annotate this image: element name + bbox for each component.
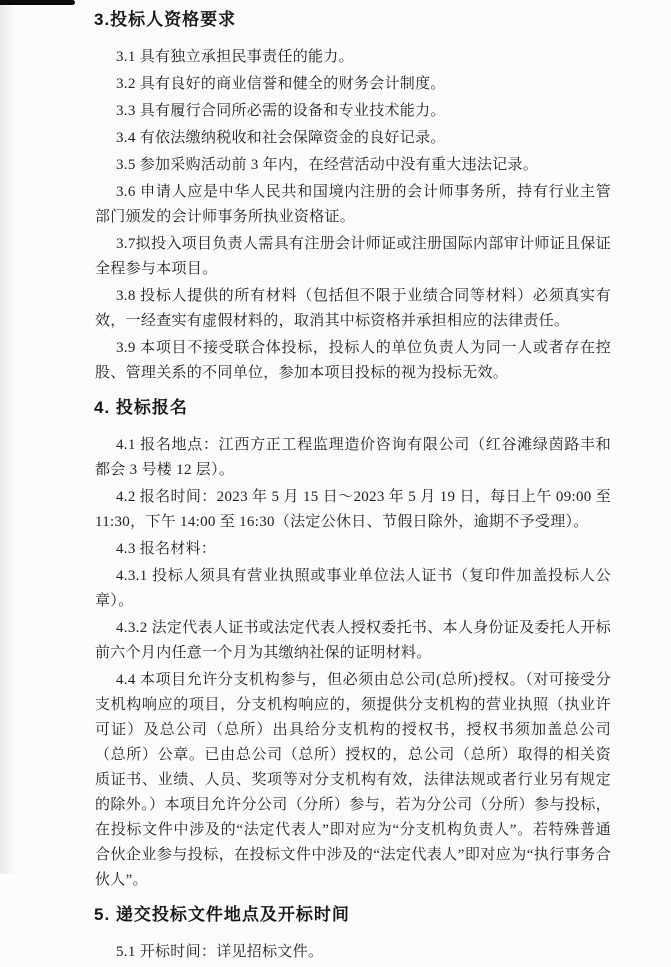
- clause-3-6: 3.6 申请人应是中华人民共和国境内注册的会计师事务所，持有行业主管部门颁发的会计师事务所执业资格证。: [95, 184, 611, 225]
- document-body: [95, 8, 611, 967]
- section-4-heading: 4. 投标报名: [94, 398, 188, 417]
- section-5-heading: 5. 递交投标文件地点及开标时间: [94, 905, 350, 924]
- scan-artifact-strip: [0, 0, 75, 5]
- clause-3-8: 3.8 投标人提供的所有材料（包括但不限于业绩合同等材料）必须真实有效，一经查实有虚假材料的，取消其中标资格并承担相应的法律责任。: [95, 288, 611, 329]
- clause-3-1: 3.1 具有独立承担民事责任的能力。: [116, 49, 354, 65]
- clause-4-4: 4.4 本项目允许分支机构参与，但必须由总公司(总所)授权。（对可接受分支机构响应的项目，分支机构响应的，须提供分支机构的营业执照（执业许可证）及总公司（总所）出具给分支机构的授权书，授权书须加盖总公司（总所）公章。已由总公司（总所）授权的，总公司（总所）取得的相关资质证书、业绩、人员、奖项等对分支机构有效，法律法规或者行业另有规定的除外。）本项目允许分公司（分所）参与，若为分公司（分所）参与投标，在投标文件中涉及的“法定代表人”即对应为“分支机构负责人”。若特殊普通合伙企业参与投标，在投标文件中涉及的“法定代表人”即对应为“执行事务合伙人”。: [95, 672, 611, 888]
- clause-3-4: 3.4 有依法缴纳税收和社会保障资金的良好记录。: [116, 130, 446, 146]
- clause-4-1: 4.1 报名地点：江西方正工程监理造价咨询有限公司（红谷滩绿茵路丰和都会 3 号楼 12 层）。: [95, 437, 611, 478]
- clause-3-5: 3.5 参加采购活动前 3 年内，在经营活动中没有重大违法记录。: [116, 157, 539, 173]
- clause-3-3: 3.3 具有履行合同所必需的设备和专业技术能力。: [116, 103, 446, 119]
- clause-4-3-2: 4.3.2 法定代表人证书或法定代表人授权委托书、本人身份证及委托人开标前六个月内任意一个月为其缴纳社保的证明材料。: [95, 620, 611, 661]
- clause-4-3: 4.3 报名材料：: [116, 541, 217, 557]
- scan-edge-shadow: [0, 0, 16, 874]
- clause-4-3-1: 4.3.1 投标人须具有营业执照或事业单位法人证书（复印件加盖投标人公章）。: [95, 568, 611, 609]
- clause-4-2: 4.2 报名时间：2023 年 5 月 15 日～2023 年 5 月 19 日，每日上午 09:00 至 11:30，下午 14:00 至 16:30（法定公休日、节假日除外，逾期不予受理）。: [95, 489, 611, 530]
- clause-5-1: 5.1 开标时间：详见招标文件。: [116, 944, 324, 960]
- clause-3-7: 3.7拟投入项目负责人需具有注册会计师证或注册国际内部审计师证且保证全程参与本项目。: [95, 236, 611, 277]
- section-3-heading: 3.投标人资格要求: [94, 10, 237, 29]
- clause-3-9: 3.9 本项目不接受联合体投标，投标人的单位负责人为同一人或者存在控股、管理关系的不同单位，参加本项目投标的视为投标无效。: [95, 340, 611, 381]
- clause-3-2: 3.2 具有良好的商业信誉和健全的财务会计制度。: [116, 76, 446, 92]
